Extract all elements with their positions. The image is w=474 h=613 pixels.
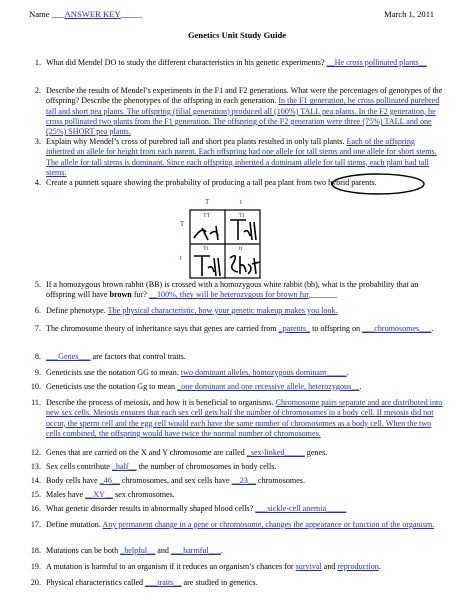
question-text: A mutation is harmful to an organism if it reduces an organism’s chances for [46,562,296,571]
question-text: Mutations can be both [46,546,121,555]
answer-text: The physical characteristic, how your genetic makeup makes you look. [107,306,338,315]
answer-text: _sex-linked_____ [246,448,305,457]
question-text: Body cells have [46,476,100,485]
question-text: Describe the results of Mendel’s experiments in the F1 and F2 generations. What were the percentages of genotypes of the offspring? Describe the phenotypes of the offspring in each generation. [46,86,443,106]
question-text: The chromosome theory of inheritance says that genes are carried from [46,324,279,333]
punnett-side-label: T [180,220,185,228]
question-text: are studied in genetics. [181,578,258,587]
question-text: chromosomes, and sex cells have [119,476,232,485]
punnett-grid [150,198,300,288]
answer-text: Each of the offspring inherited an allele for height from each parent. Each offspring had one allele for tall stems and one allele for short stems. The allele for tall stems is dominant. Since each offspring inherited a dominant allele for tall stems, each plant had tall stems. [46,137,437,177]
punnett-cell: Tt [239,213,245,219]
answer-text: __He cross pollinated plants__ [326,58,427,67]
question-5 [29,280,445,301]
question-number: 6. [34,306,41,315]
question-text: What genetic disorder results in abnormally shaped blood cells? [46,504,256,513]
punctuation: . [346,368,349,377]
punctuation: . [378,562,381,571]
question-14 [29,476,445,486]
question-number: 19. [30,562,41,571]
question-19 [29,562,445,572]
punnett-side-label: t [180,254,182,262]
answer-text: _one dominant and one recessive allele, heterozygous__ [177,382,360,391]
punnett-cell: TT [203,213,211,219]
answer-text: _46__ [99,476,120,485]
answer-text: Chromosome pairs separate and are distributed into new sex cells. Meiosis ensures that each sex cell gets half the number of chromosomes in a body cell. If meiosis did not occur, the sperm cell and the egg cell would each have the same number of chromosomes as a body cell. When the two cells combined, the offspring would have twice the normal number of chromosomes. [46,398,443,438]
question-text: What did Mendel DO to study the different characteristics in his genetic experiments? [46,58,327,67]
question-number: 5. [34,280,41,289]
question-text: sex chromosomes. [113,490,175,499]
question-1 [29,58,445,68]
punnett-cell: tt [239,246,243,252]
punctuation: . [359,382,362,391]
question-number: 13. [30,462,41,471]
name-line [29,9,142,19]
question-text: Genes that are carried on the X and Y chromosome are called [46,448,247,457]
question-text: Physical characteristics called [46,578,146,587]
answer-text: ___traits__ [145,578,182,587]
punnett-square [150,198,300,288]
answer-text: In the F1 generation, he cross pollinated purebred tall and short pea plants. The offspring (filial generation) produced all (100%) TALL pea plants. In the F2 generation, he cross pollinated two plants from the F1 generation. The offspring of the F2 generation were three (75%) TALL and one (25%) SHORT pea plants. [46,96,440,137]
question-20 [29,578,445,588]
question-7 [29,324,445,334]
date: March 1, 2011 [383,9,434,19]
question-text: Geneticists use the notation Gg to mean [46,382,178,391]
answer-text: two dominant alleles, homozygous dominant_____ [180,368,347,377]
question-10 [29,382,445,392]
question-number: 4. [34,178,41,187]
question-text: Males have [46,490,86,499]
question-text: Define phenotype. [46,306,108,315]
question-number: 9. [34,368,41,377]
answer-text: Any permanent change in a gene or chromosome, changes the appearance or function of the organism. [102,520,435,529]
header [29,9,434,21]
answer-text: reproduction [337,562,379,571]
question-number: 7. [34,324,41,333]
answer-text: __23__ [231,476,256,485]
punctuation: . [220,546,223,555]
question-number: 3. [34,137,41,146]
question-11 [29,398,445,439]
question-text: are factors that control traits. [90,352,186,361]
hand-drawn-circle [329,172,427,196]
question-number: 14. [30,476,41,485]
question-15 [29,490,445,500]
answer-text: __100%, they will be heterozygous for brown fur [148,290,309,300]
punnett-top-label: T [205,198,210,206]
question-9 [29,368,445,378]
question-number: 11. [31,398,41,407]
question-16 [29,504,445,514]
question-number: 17. [30,520,41,529]
question-18 [29,546,445,556]
name-tail: _____ [120,9,143,19]
question-number: 18. [30,546,41,555]
question-12 [29,448,445,458]
answer-blank: _______ [308,290,338,300]
question-number: 12. [30,448,41,457]
bold-text: brown [109,290,132,300]
question-text: to offspring on [310,324,363,333]
question-17 [29,520,445,530]
answer-text: ___Genes___ [46,352,91,361]
name-label: Name ___ [29,9,65,19]
punnett-top-label: t [240,198,242,206]
question-text: chromosomes. [255,476,305,485]
question-number: 2. [34,86,41,95]
question-6 [29,306,445,316]
question-text: Create a punnett square showing the probability of producing a tall pea plant from two hybrid parents. [46,178,377,187]
question-number: 8. [34,352,41,361]
question-text: If a homozygous brown rabbit (BB) is crossed with a homozygous white rabbit (bb), what is the probability that an offspring will have [46,280,419,300]
question-number: 10. [30,382,41,391]
question-2 [29,86,445,137]
punctuation: . [431,324,434,333]
question-text: Sex cells contribute [46,462,112,471]
question-text: Geneticists use the notation GG to mean. [46,368,181,377]
answer-text: _helpful__ [120,546,156,555]
question-text: Explain why Mendel’s cross of purebred tall and short pea plants resulted in only tall plants. [46,137,347,146]
question-number: 15. [30,490,41,499]
question-text: and [321,562,338,571]
answer-text: _half__ [111,462,137,471]
question-number: 16. [30,504,41,513]
answer-text: survival [295,562,322,571]
page-title: Genetics Unit Study Guide [187,30,287,40]
question-text: the number of chromosomes in body cells. [136,462,277,471]
question-number: 1. [34,58,41,67]
answer-text: ___harmful___ [171,546,221,555]
question-number: 20. [30,578,41,587]
answer-text: _parents_ [278,324,311,333]
question-text: fur? [131,290,149,300]
answer-text: ___sickle-cell anemia_____ [255,504,347,513]
name-value: ANSWER KEY [64,9,121,19]
question-text: Describe the process of meiosis, and how it is beneficial to organisms. [46,398,276,407]
question-8 [29,352,445,362]
question-13 [29,462,445,472]
question-text: and [155,546,171,555]
question-text: Define mutation. [46,520,103,529]
punnett-cell: Tt [203,246,209,252]
answer-text: ___chromosomes___ [362,324,432,333]
answer-text: __XY__ [85,490,113,499]
question-text: genes. [304,448,328,457]
